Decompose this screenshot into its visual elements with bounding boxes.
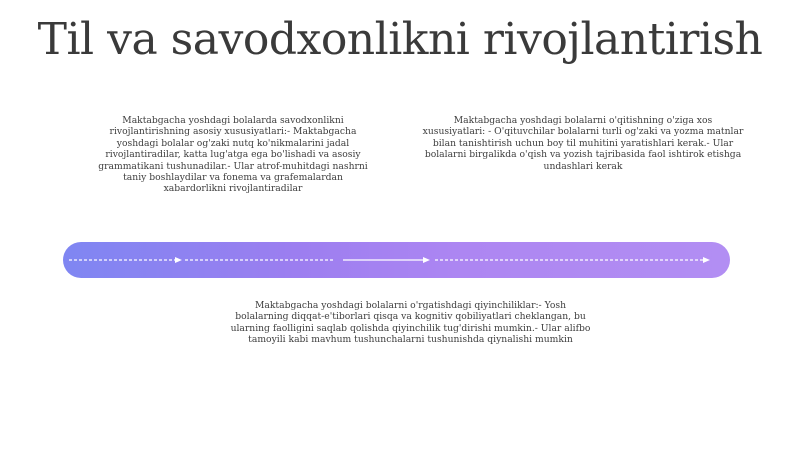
text-block-literacy-features: Maktabgacha yoshdagi bolalarda savodxonlikni rivojlantirishning asosiy xususiyatlari:- Maktabgacha yoshdagi bolalar og'zaki nutq ko'nikmalarini jadal rivojlantiradilar, katta lug'atga ega bo'lishadi va asosiy grammatikani tushunadilar.- Ular atrof-muhitdagi nashrni taniy boshlaydilar va fonema va grafemalardan xabardorlikni rivojlantiradilar — [98, 115, 368, 195]
text-block-teaching-challenges: Maktabgacha yoshdagi bolalarni o'rgatishdagi qiyinchiliklar:- Yosh bolalarning diqqat-e'tiborlari qisqa va kognitiv qobiliyatlari cheklangan, bu ularning faolligini saqlab qolishda qiyinchilik tug'dirishi mumkin.- Ular alifbo tamoyili kabi mavhum tushunchalarni tushunishda qiynalishi mumkin — [230, 300, 591, 346]
timeline-arrows — [63, 242, 730, 278]
arrow-head-3-icon — [703, 257, 710, 263]
arrow-head-2-icon — [423, 257, 430, 263]
timeline-bar — [63, 242, 730, 278]
text-block-teaching-features: Maktabgacha yoshdagi bolalarni o'qitishning o'ziga xos xususiyatlari: - O'qituvchilar bolalarni turli og'zaki va yozma matnlar bilan tanishtirish uchun boy til muhitini yaratishlari kerak.- Ular bolalarni birgalikda o'qish va yozish tajribasida faol ishtirok etishga undashlari kerak — [422, 115, 744, 172]
page-title: Til va savodxonlikni rivojlantirish — [37, 14, 763, 65]
arrow-head-1-icon — [175, 257, 182, 263]
